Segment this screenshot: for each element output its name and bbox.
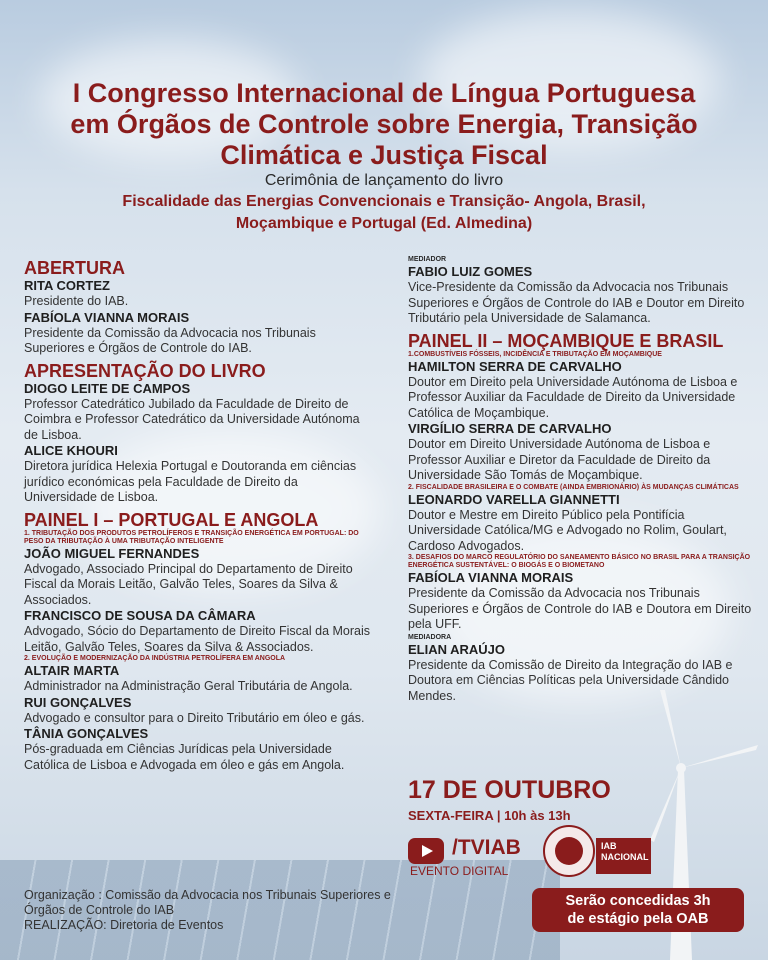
speaker-name: FABIO LUIZ GOMES (408, 264, 533, 279)
section-heading-painel-1: PAINEL I – PORTUGAL E ANGOLA (24, 509, 319, 530)
section-heading-apresentacao: APRESENTAÇÃO DO LIVRO (24, 360, 266, 381)
left-column (24, 255, 374, 773)
speaker-desc: Vice-Presidente da Comissão da Advocacia nos Tribunais Superiores e Órgãos de Controle do IAB e Doutor em Direito Tributário pela Universidade de Salamanca. (408, 280, 745, 325)
header (0, 78, 768, 234)
speaker-name: RUI GONÇALVES (24, 694, 132, 710)
speaker-desc: Doutor em Direito pela Universidade Autónoma de Lisboa e Professor Auxiliar da Faculdade de Direito da Universidade Católica de Moçambique. (408, 374, 738, 420)
topic-label: 2. FISCALIDADE BRASILEIRA E O COMBATE (AINDA EMBRIONÁRIO) ÀS MUDANÇAS CLIMÁTICAS (408, 483, 739, 491)
speaker-desc: Presidente do IAB. (24, 294, 129, 308)
speaker-name: VIRGÍLIO SERRA DE CARVALHO (408, 421, 612, 436)
title-line-1: I Congresso Internacional de Língua Portuguesa (72, 78, 696, 108)
topic-label: 1. TRIBUTAÇÃO DOS PRODUTOS PETROLÍFEROS E TRANSIÇÃO ENERGÉTICA EM PORTUGAL: DO PESO DA TRIBUTAÇÃO À UMA TRIBUTAÇÃO INTELIGENTE (24, 529, 359, 545)
iab-logo-text: NACIONAL (601, 852, 649, 862)
speaker-desc: Advogado e consultor para o Direito Tributário em óleo e gás. (24, 710, 365, 725)
badge-line-1: Serão concedidas 3h (565, 893, 711, 909)
book-title-line-1: Fiscalidade das Energias Convencionais e Transição- Angola, Brasil, (122, 193, 646, 210)
speaker-desc: Professor Catedrático Jubilado da Faculdade de Direito de Coimbra e Professor Catedrático da Universidade Autónoma de Lisboa. (24, 396, 360, 442)
speaker-name: TÂNIA GONÇALVES (24, 726, 149, 741)
speaker-desc: Presidente da Comissão da Advocacia nos Tribunais Superiores e Órgãos de Controle do IAB e Doutora em Direito pela UFF. (408, 586, 752, 631)
speaker-desc: Advogado, Sócio do Departamento de Direito Fiscal da Morais Leitão, Galvão Teles, Soares da Silva & Associados. (24, 624, 371, 654)
mediator-label: MEDIADOR (408, 256, 447, 263)
book-title-line-2: Moçambique e Portugal (Ed. Almedina) (235, 215, 533, 232)
speaker-desc: Presidente da Comissão da Advocacia nos Tribunais Superiores e Órgãos de Controle do IAB. (24, 325, 316, 355)
speaker-desc: Administrador na Administração Geral Tributária de Angola. (24, 679, 353, 693)
speaker-desc: Diretora jurídica Helexia Portugal e Doutoranda em ciências jurídico económicas pela Faculdade de Direito da Universidade de Lisboa. (24, 459, 357, 504)
topic-label: 3. DESAFIOS DO MARCO REGULATÓRIO DO SANEAMENTO BÁSICO NO BRASIL PARA A TRANSIÇÃO ENERGÉTICA SUSTENTÁVEL: O BIOGÁS E O BIOMETANO (408, 554, 751, 569)
speaker-name: ALICE KHOURI (24, 443, 118, 458)
speaker-desc: Pós-graduada em Ciências Jurídicas pela Universidade Católica de Lisboa e Advogada em óleo e gás em Angola. (24, 742, 345, 772)
title-line-3: Climática e Justiça Fiscal (220, 140, 548, 170)
speaker-name: ELIAN ARAÚJO (408, 641, 506, 657)
speaker-desc: Doutor em Direito Universidade Autónoma de Lisboa e Professor Auxiliar e Diretor da Faculdade de Direito da Universidade São Tomás de Moçambique. (408, 437, 711, 482)
section-heading-abertura: ABERTURA (24, 258, 125, 278)
speaker-desc: Doutor e Mestre em Direito Público pela Pontifícia Universidade Católica/MG e Advogado no Rolim, Goulart, Cardoso Advogados. (408, 507, 727, 553)
right-column (408, 255, 758, 704)
speaker-name: FABÍOLA VIANNA MORAIS (408, 570, 574, 585)
topic-label: 2. EVOLUÇÃO E MODERNIZAÇÃO DA INDÚSTRIA PETROLÍFERA EM ANGOLA (24, 655, 286, 662)
speaker-name: DIOGO LEITE DE CAMPOS (24, 380, 191, 396)
organizacao-text: Organização : Comissão da Advocacia nos Tribunais Superiores e Órgãos de Controle do IAB (24, 888, 391, 917)
subtitle: Cerimônia de lançamento do livro (264, 172, 504, 189)
section-heading-painel-2: PAINEL II – MOÇAMBIQUE E BRASIL (408, 330, 724, 351)
speaker-name: RITA CORTEZ (24, 278, 110, 293)
speaker-name: ALTAIR MARTA (24, 663, 120, 678)
channel-note: EVENTO DIGITAL (410, 864, 509, 878)
speaker-desc: Presidente da Comissão de Direito da Integração do IAB e Doutora em Ciências Políticas pela Universidade Cândido Mendes. (408, 657, 733, 703)
topic-label: 1.COMBUSTÍVEIS FÓSSEIS, INCIDÊNCIA E TRIBUTAÇÃO EM MOÇAMBIQUE (408, 350, 662, 358)
speaker-name: LEONARDO VARELLA GIANNETTI (408, 491, 620, 507)
badge-line-2: de estágio pela OAB (567, 911, 709, 927)
speaker-name: FABÍOLA VIANNA MORAIS (24, 309, 190, 325)
title-line-2: em Órgãos de Controle sobre Energia, Transição (70, 109, 698, 139)
speaker-name: HAMILTON SERRA DE CARVALHO (408, 358, 622, 374)
iab-logo (596, 838, 651, 874)
realizacao-text: REALIZAÇÃO: Diretoria de Eventos (24, 918, 224, 932)
iab-seal-logo (543, 825, 595, 877)
speaker-desc: Advogado, Associado Principal do Departamento de Direito Fiscal da Morais Leitão, Galvão Teles, Soares da Silva & Associados. (24, 561, 353, 607)
event-time: SEXTA-FEIRA | 10h às 13h (408, 808, 571, 823)
event-date: 17 DE OUTUBRO (408, 776, 611, 804)
oab-hours-badge (532, 888, 744, 932)
youtube-icon[interactable] (408, 838, 444, 864)
channel-link[interactable]: /TVIAB (452, 836, 521, 859)
mediator-label: MEDIADORA (408, 633, 452, 641)
iab-logo-text: IAB (601, 841, 617, 851)
speaker-name: FRANCISCO DE SOUSA DA CÂMARA (24, 608, 256, 623)
organization-info (24, 888, 424, 933)
speaker-name: JOÃO MIGUEL FERNANDES (24, 545, 200, 561)
